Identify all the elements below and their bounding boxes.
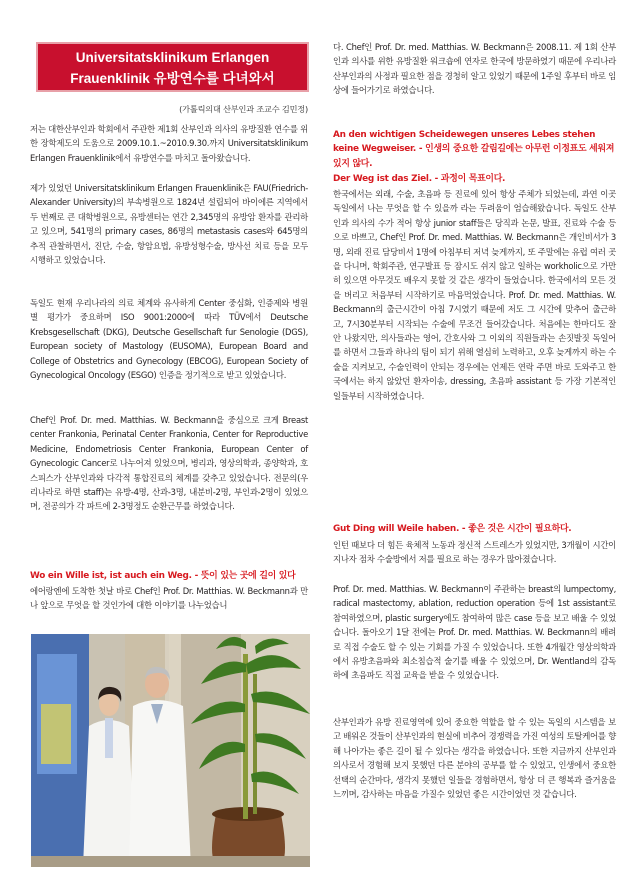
left-paragraph-certification: 독일도 현재 우리나라의 의료 체계와 유사하게 Center 중심화, 인증제와 병원별 평가가 중요하며 ISO 9001:2000에 따라 TÜV에서 Deutsche Krebsgesellschaft (DKG), Deutsche Gesellschaft fur Senologie (DGS), European society of Mastology (EUSOMA), European Board and College of Obstetrics and Gynecology (EBCOG), European Society of Gynecological Oncology (ESGO) 인증을 정기적으로 받고 있었습니다. [30,298,308,381]
photo-doctors-in-office [31,634,310,867]
article-title-line-1: Universitatsklinikum Erlangen [75,50,270,65]
article-title-box [36,42,309,92]
right-paragraph-conclusion: 산부인과가 유방 진료영역에 있어 중요한 역할을 할 수 있는 독일의 시스템을 보고 배워온 것들이 산부인과의 현실에 비추어 경쟁력을 가진 여성의 토탈케어를 향해 나아가는 좋은 길이 될 수 있다는 생각을 하였습니다. 또한 지금까지 산부인과 의사로서 경험해 보지 못했던 다른 분야의 공부를 할 수 있었고, 인생에서 중요한 선택의 순간마다, 생각지 못했던 일들을 경험하면서, 항상 더 큰 행복과 즐거움을 느끼며, 감사하는 마음을 가질수 있었던 좋은 시간이었던 것 같습니다. [333,717,616,800]
right-paragraph-surgery: Prof. Dr. med. Matthias. W. Beckmann이 주관하는 breast의 lumpectomy, radical mastectomy, ablation, reduction operation 등에 1st assistant로 참여하였으며, plastic surgery에도 참여하여 많은 case 등을 보고 배울 수 있었습니다. 돌아오기 1달 전에는 Prof. Dr. med. Matthias. W. Beckmann의 배려로 직접 수술도 할 수 있는 기회를 가질 수 있었습니다. 또한 4개월간 영상의학과에서 유방초음파와 최소침습적 술기를 배울 수 있었으며, Dr. Wentland의 감독하에 초음파도 직접 교육을 받을 수 있었습니다. [333,584,616,681]
right-paragraph-chef: 다. Chef인 Prof. Dr. med. Matthias. W. Beckmann은 2008.11. 제 1회 산부인과 의사를 위한 유방질환 워크숍에 연자로 한국에 방문하였기 때문에 우리나라 산부인과의 사정과 필요한 점을 경청히 알고 있었기 때문에 1주일 후부터 바로 임상에 들어가기로 하였습니다. [333,42,616,96]
author-byline: (가톨릭의대 산부인과 조교수 김민정) [179,104,308,114]
left-paragraph-arrival: 에어랑엔에 도착한 첫날 바로 Chef인 Prof. Dr. Matthias. W. Beckmann과 만나 앞으로 무엇을 할 것인가에 대한 이야기를 나누었습니 [30,586,308,611]
right-section-heading-way: Der Weg ist das Ziel. - 과정이 목표이다. [333,174,506,184]
right-section-heading-crossroads: An den wichtigen Scheidewegen unseres Lebes stehen keine Wegweiser. - 인생의 중요한 갈림길에는 아무런 이정표도 세워져 있지 않다. [333,130,615,169]
left-section-heading: Wo ein Wille ist, ist auch ein Weg. - 뜻이 있는 곳에 길이 있다 [30,571,296,581]
right-section-heading-time: Gut Ding will Weile haben. - 좋은 것은 시간이 필요하다. [333,524,572,534]
right-paragraph-start: 한국에서는 외래, 수술, 초음파 등 진료에 있어 항상 주체가 되었는데, 과연 이곳 독일에서 나는 무엇을 할 수 있을까 라는 두려움이 엄습해왔습니다. 독일도 산부인과 의사의 수가 적어 항상 junior staff들은 당직과 논문, 발표, 진료와 수술 등으로 바쁘고, Chef인 Prof. Dr. med. Matthias. W. Beckmann은 개인비서가 3명, 외래 진료 담당비서 1명에 아침부터 저녁 늦게까지, 또 주말에는 유럽 여러 곳을 다니며, 학회주관, 연구발표 등 잠시도 쉬지 않고 일하는 workholic으로 가만히 있으면 아무것도 배우지 못할 것 같은 생각이 들었습니다. 한국에서의 모든 것을 버리고 처음부터 시작하기로 마음먹었습니다. Prof. Dr. med. Matthias. W. Beckmann의 출근시간이 아침 7시였기 때문에 저도 그 시간에 맞추어 출근하고, 7시30분부터 시작되는 수술에 무조건 들어갔습니다. 처음에는 한마디도 잘 안 나왔지만, 의사들과는 영어, 간호사와 그 이외의 직원들과는 손짓발짓 독일어를 하면서 그들과 하나의 팀이 되기 위해 열심히 노력하고, 오후 늦게까지 하는 수술을 지켜보고, 수술인력이 안되는 경우에는 언제든 연락 주면 바로 도와주고 한국에서는 하지 않았던 환자이송, dressing, 초음파 assistant 등 가장 기본적인 일들부터 시작하였습니다. [333,189,616,401]
photo-illustration [31,634,310,867]
left-paragraph-intro: 저는 대한산부인과 학회에서 주관한 제1회 산부인과 의사의 유방질환 연수를 위한 장학제도의 도움으로 2009.10.1.~2010.9.30.까지 Universitatsklinikum Erlangen Frauenklinik에서 유방연수를 마치고 돌아왔습니다. [30,124,308,163]
left-paragraph-hospital: 제가 있었던 Universitatsklinikum Erlangen Frauenklinik은 FAU(Friedrich-Alexander University)의 부속병원으로 1824년 설립되어 바이에른 지역에서 두 번째로 큰 대학병원으로, 유방센터는 연간 2,345명의 유방암 환자를 관리하고 있으며, 541명의 primary cases, 86명의 metastasis cases와 645명의 추적 관찰하면서, 진단, 수술, 항암요법, 유방성형수술, 방사선 치료 등을 모두 시행하고 있었습니다. [30,183,308,266]
left-paragraph-centers: Chef인 Prof. Dr. med. Matthias. W. Beckmann을 중심으로 크게 Breast center Frankonia, Perinatal Center Frankonia, Center for Reproductive Medicine, Endometriosis Center Frankonia, European Center of Gynecologic Cancer로 나누어져 있었으며, 병리과, 영상의학과, 종양학과, 호스피스가 산부인과와 다각적 통합진료의 체계를 갖추고 있었습니다. 전문의(우리나라로 하면 staff)는 유방-4명, 산과-3명, 내분비-2명, 부인과-2명이 있었으며, 전공의가 각 파트에 2-3명정도 순환근무를 하였습니다. [30,415,308,512]
article-title-line-2: Frauenklinik 유방연수를 다녀와서 [70,71,275,86]
right-paragraph-three-months: 인턴 때보다 더 힘든 육체적 노동과 정신적 스트레스가 있었지만, 3개월이 시간이 지나자 점차 수술방에서 저를 필요로 하는 경우가 많아졌습니다. [333,540,616,565]
